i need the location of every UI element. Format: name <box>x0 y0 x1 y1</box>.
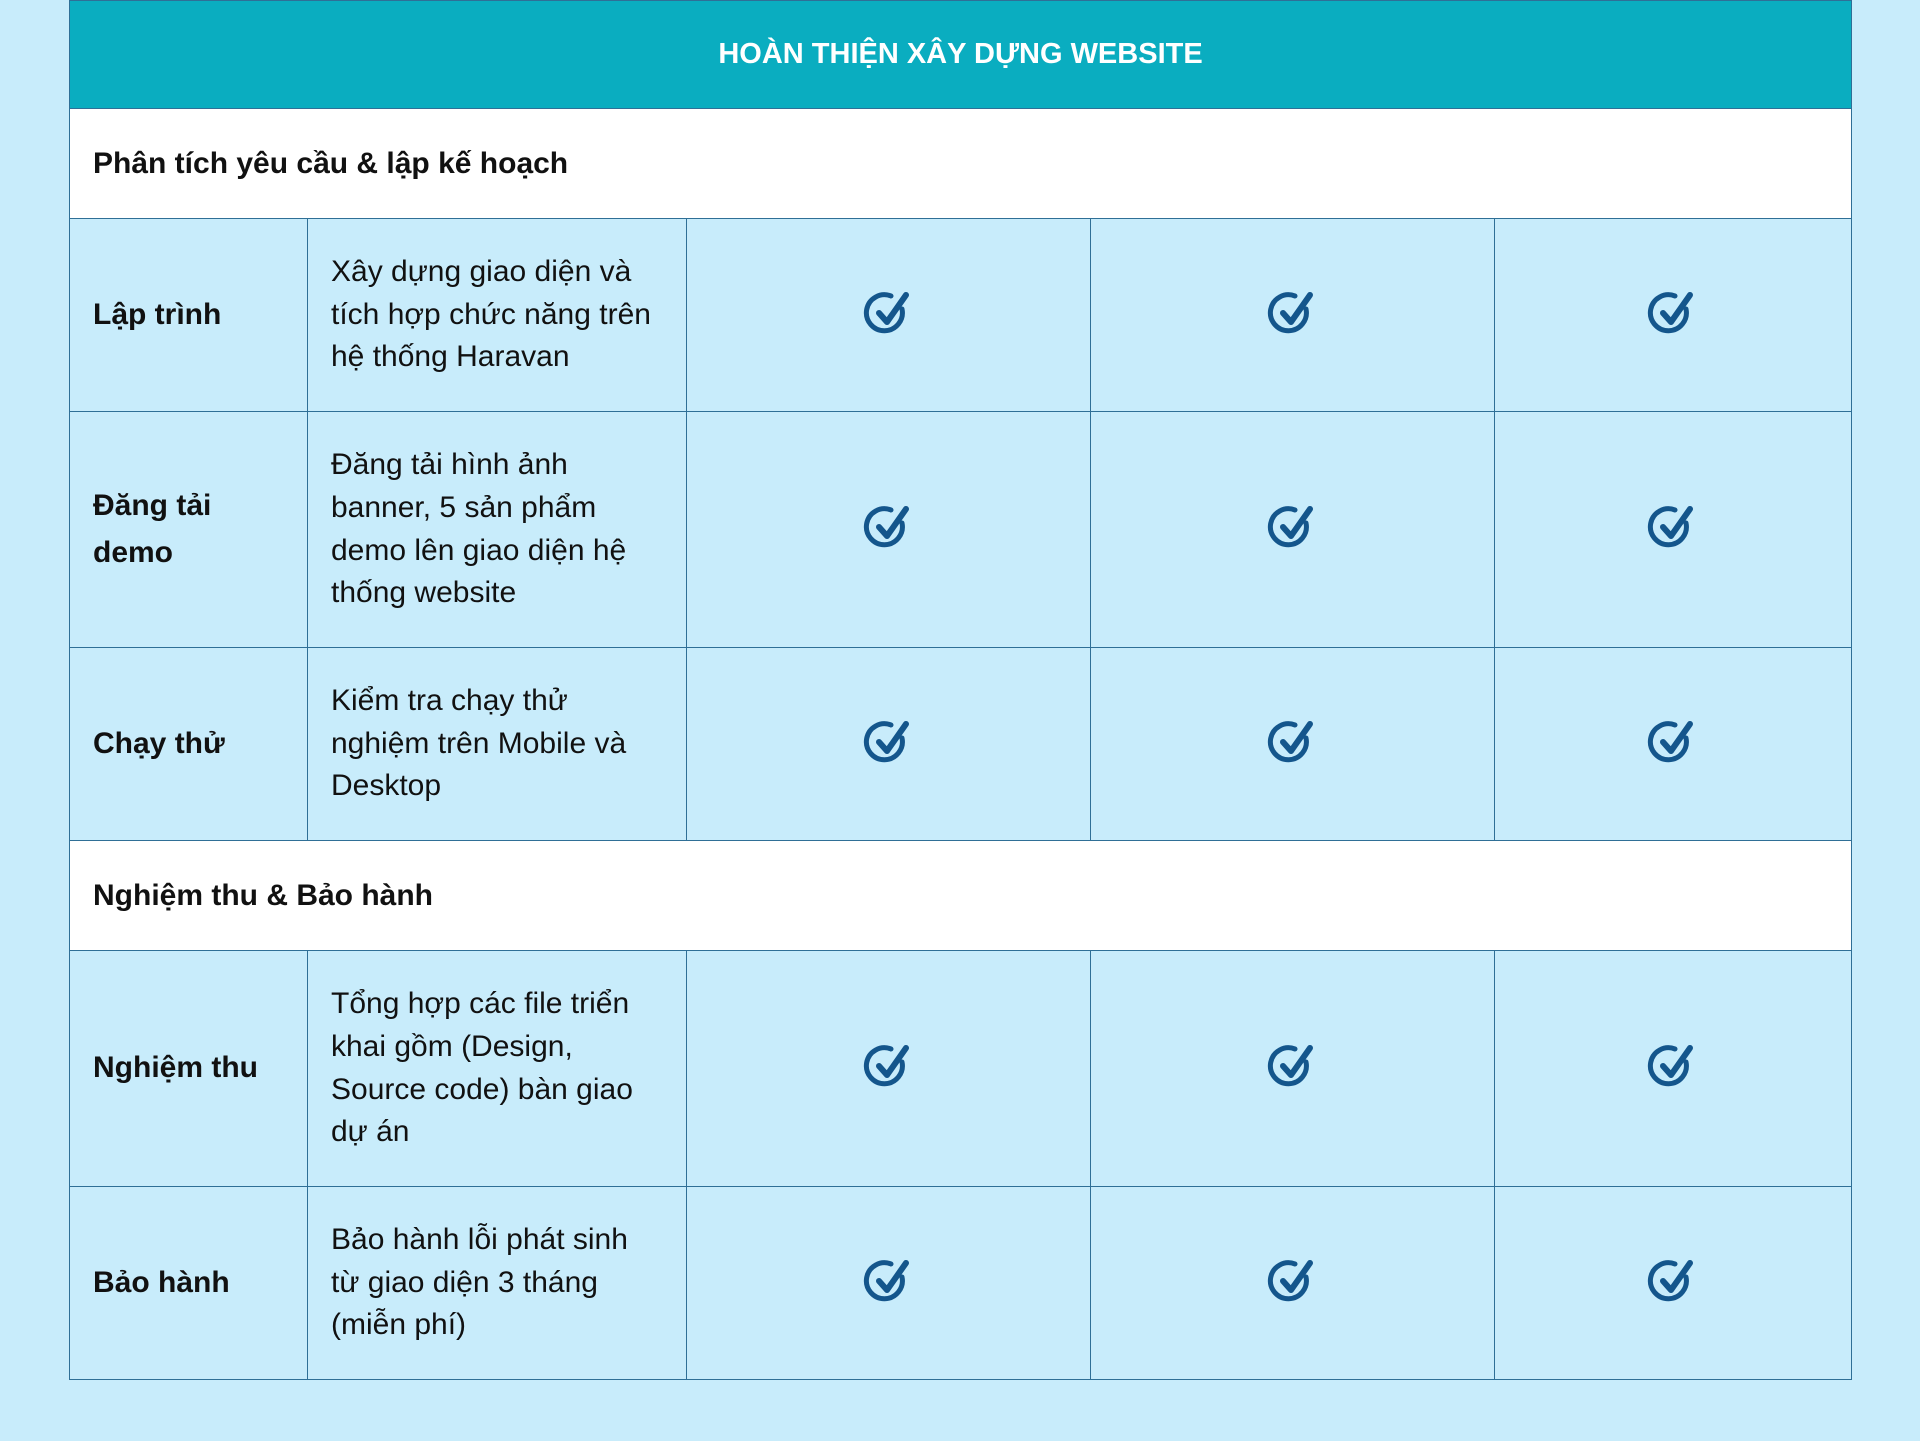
section-label: Phân tích yêu cầu & lập kế hoạch <box>70 109 1852 219</box>
table-row <box>70 412 1852 648</box>
check-circle-icon <box>1265 1038 1321 1094</box>
check-circle-icon <box>1645 285 1701 341</box>
check-circle-icon <box>861 714 917 770</box>
feature-table <box>69 0 1852 1380</box>
check-cell <box>687 219 1091 412</box>
table-row <box>70 951 1852 1187</box>
check-circle-icon <box>1645 1038 1701 1094</box>
check-cell <box>1091 1187 1495 1380</box>
table-row <box>70 1187 1852 1380</box>
check-circle-icon <box>1265 285 1321 341</box>
check-circle-icon <box>1645 499 1701 555</box>
row-description: Kiểm tra chạy thử nghiệm trên Mobile và Desktop <box>308 648 687 841</box>
row-description: Bảo hành lỗi phát sinh từ giao diện 3 tháng (miễn phí) <box>308 1187 687 1380</box>
row-name: Nghiệm thu <box>70 951 308 1187</box>
table-title: HOÀN THIỆN XÂY DỰNG WEBSITE <box>70 1 1852 109</box>
check-circle-icon <box>861 499 917 555</box>
table-row <box>70 219 1852 412</box>
check-cell <box>1495 219 1852 412</box>
section-label: Nghiệm thu & Bảo hành <box>70 841 1852 951</box>
check-circle-icon <box>1265 714 1321 770</box>
row-description: Đăng tải hình ảnh banner, 5 sản phẩm demo lên giao diện hệ thống website <box>308 412 687 648</box>
table-row <box>70 648 1852 841</box>
check-cell <box>1091 951 1495 1187</box>
check-circle-icon <box>861 1038 917 1094</box>
check-circle-icon <box>1645 714 1701 770</box>
check-cell <box>687 648 1091 841</box>
check-cell <box>687 1187 1091 1380</box>
check-circle-icon <box>861 285 917 341</box>
check-cell <box>1091 219 1495 412</box>
row-name: Chạy thử <box>70 648 308 841</box>
check-cell <box>1495 648 1852 841</box>
row-description: Xây dựng giao diện và tích hợp chức năng trên hệ thống Haravan <box>308 219 687 412</box>
check-cell <box>687 951 1091 1187</box>
check-cell <box>1091 648 1495 841</box>
check-circle-icon <box>861 1253 917 1309</box>
row-name: Lập trình <box>70 219 308 412</box>
section-row <box>70 109 1852 219</box>
row-description: Tổng hợp các file triển khai gồm (Design, Source code) bàn giao dự án <box>308 951 687 1187</box>
check-cell <box>1495 412 1852 648</box>
check-cell <box>687 412 1091 648</box>
row-name: Đăng tải demo <box>70 412 308 648</box>
check-circle-icon <box>1265 499 1321 555</box>
check-cell <box>1495 1187 1852 1380</box>
title-row <box>70 1 1852 109</box>
row-name: Bảo hành <box>70 1187 308 1380</box>
check-cell <box>1495 951 1852 1187</box>
check-circle-icon <box>1645 1253 1701 1309</box>
check-circle-icon <box>1265 1253 1321 1309</box>
check-cell <box>1091 412 1495 648</box>
section-row <box>70 841 1852 951</box>
